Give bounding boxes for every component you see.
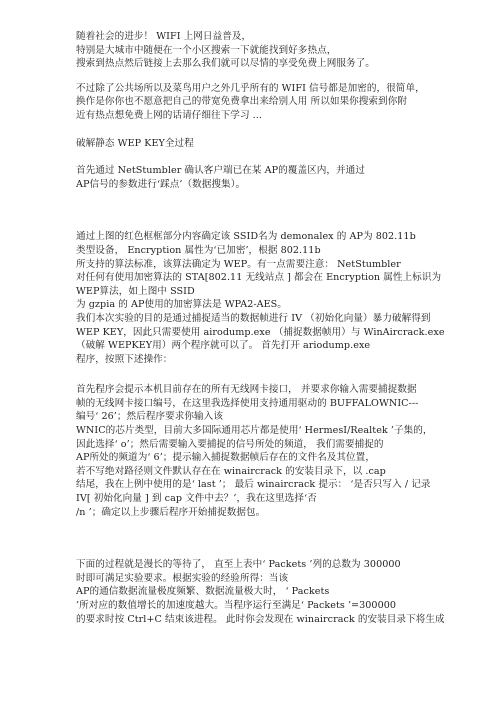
text-line: 时即可满足实验要求。根据实验的经验所得：当该: [76, 572, 289, 584]
text-line: WEP算法，如上图中 SSID: [76, 285, 195, 297]
text-line: 类型设备， Encryption 属性为‘已加密’，根据 802.11b: [76, 244, 321, 256]
text-line: （破解 WEPKEY用）两个程序就可以了。 首先打开 ariodump.exe: [76, 340, 371, 352]
text-line: 特别是大城市中随便在一个小区搜索一下就能找到好多热点，: [76, 44, 337, 56]
text-line: 搜索到热点然后链接上去那么我们就可以尽情的享受免费上网服务了。: [76, 58, 375, 70]
paragraph-encryption-note: [76, 82, 466, 123]
paragraph-airodump-steps: [76, 383, 466, 519]
text-line: AP的通信数据流量极度频繁、数据流量极大时， ‘ Packets: [76, 586, 330, 598]
text-line: 首先程序会提示本机目前存在的所有无线网卡接口， 并要求你输入需要捕捉数据: [76, 384, 417, 396]
text-line: WEP KEY，因此只需要使用 airodump.exe （捕捉数据帧用）与 WinAircrack.exe: [76, 326, 445, 338]
paragraph-netstumbler: [76, 164, 466, 191]
text-line: 的要求时按 Ctrl+C 结束该进程。 此时你会发现在 winaircrack 的安装目录下将生成: [76, 613, 445, 625]
text-line: /n ’；确定以上步骤后程序开始捕捉数据包。: [76, 506, 266, 518]
text-line: 随着社会的进步！ WIFI 上网日益普及，: [76, 31, 252, 42]
text-line: 若不写绝对路径则文件默认存在在 winaircrack 的安装目录下，以 .cap: [76, 465, 386, 477]
text-line: 编号‘ 26’；然后程序要求你输入该: [76, 411, 223, 423]
heading-line: 破解静态 WEP KEY全过程: [76, 137, 194, 149]
text-line: 对任何有使用加密算法的 STA[802.11 无线站点 ] 都会在 Encryption 属性上标识为: [76, 272, 442, 284]
text-line: 结尾，我在上例中使用的是‘ last ’； 最后 winaircrack 提示： ‘是否只写入 / 记录: [76, 479, 431, 491]
text-line: AP信号的参数进行‘踩点’（数据搜集）。: [76, 178, 246, 190]
text-line: 换作是你你也不愿意把自己的带宽免费拿出来给别人用 所以如果你搜索到你附: [76, 96, 407, 108]
text-line: 下面的过程就是漫长的等待了， 直至上表中‘ Packets ’列的总数为 300000: [76, 559, 401, 571]
text-line: WNIC的芯片类型，目前大多国际通用芯片都是使用‘ HermesI/Realtek ’子集的，: [76, 425, 433, 437]
text-line: 我们本次实验的目的是通过捕捉适当的数据帧进行 IV （初始化向量）暴力破解得到: [76, 312, 431, 324]
text-line: 为 gzpia 的 AP使用的加密算法是 WPA2-AES。: [76, 299, 287, 311]
text-line: 程序，按照下述操作：: [76, 353, 173, 365]
text-line: 帧的无线网卡接口编号，在这里我选择使用支持通用驱动的 BUFFALOWNIC---: [76, 397, 419, 409]
text-line: 所支持的算法标准，该算法确定为 WEP。有一点需要注意： NetStumbler: [76, 258, 401, 270]
text-line: AP所处的频道为‘ 6’；提示输入捕捉数据帧后存在的文件名及其位置，: [76, 452, 375, 464]
text-line: 因此选择‘ o’；然后需要输入要捕捉的信号所处的频道， 我们需要捕捉的: [76, 438, 384, 450]
text-line: IV[ 初始化向量 ] 到 cap 文件中去？’，我在这里选择‘否: [76, 493, 317, 505]
text-line: 不过除了公共场所以及菜鸟用户之外几乎所有的 WIFI 信号都是加密的，很简单，: [76, 82, 425, 94]
paragraph-ssid-analysis: [76, 230, 466, 366]
text-line: 近有热点想免费上网的话请仔细往下学习 ...: [76, 109, 262, 121]
paragraph-packet-capture: [76, 558, 466, 626]
text-line: ’所对应的数值增长的加速度越大。当程序运行至满足‘ Packets ’=300000: [76, 600, 397, 611]
section-heading: [76, 137, 466, 151]
text-line: 首先通过 NetStumbler 确认客户端已在某 AP的覆盖区内，并通过: [76, 165, 365, 177]
text-line: 通过上图的红色框框部分内容确定该 SSID名为 demonalex 的 AP为 802.11b: [76, 231, 416, 243]
paragraph-intro: [76, 30, 466, 71]
